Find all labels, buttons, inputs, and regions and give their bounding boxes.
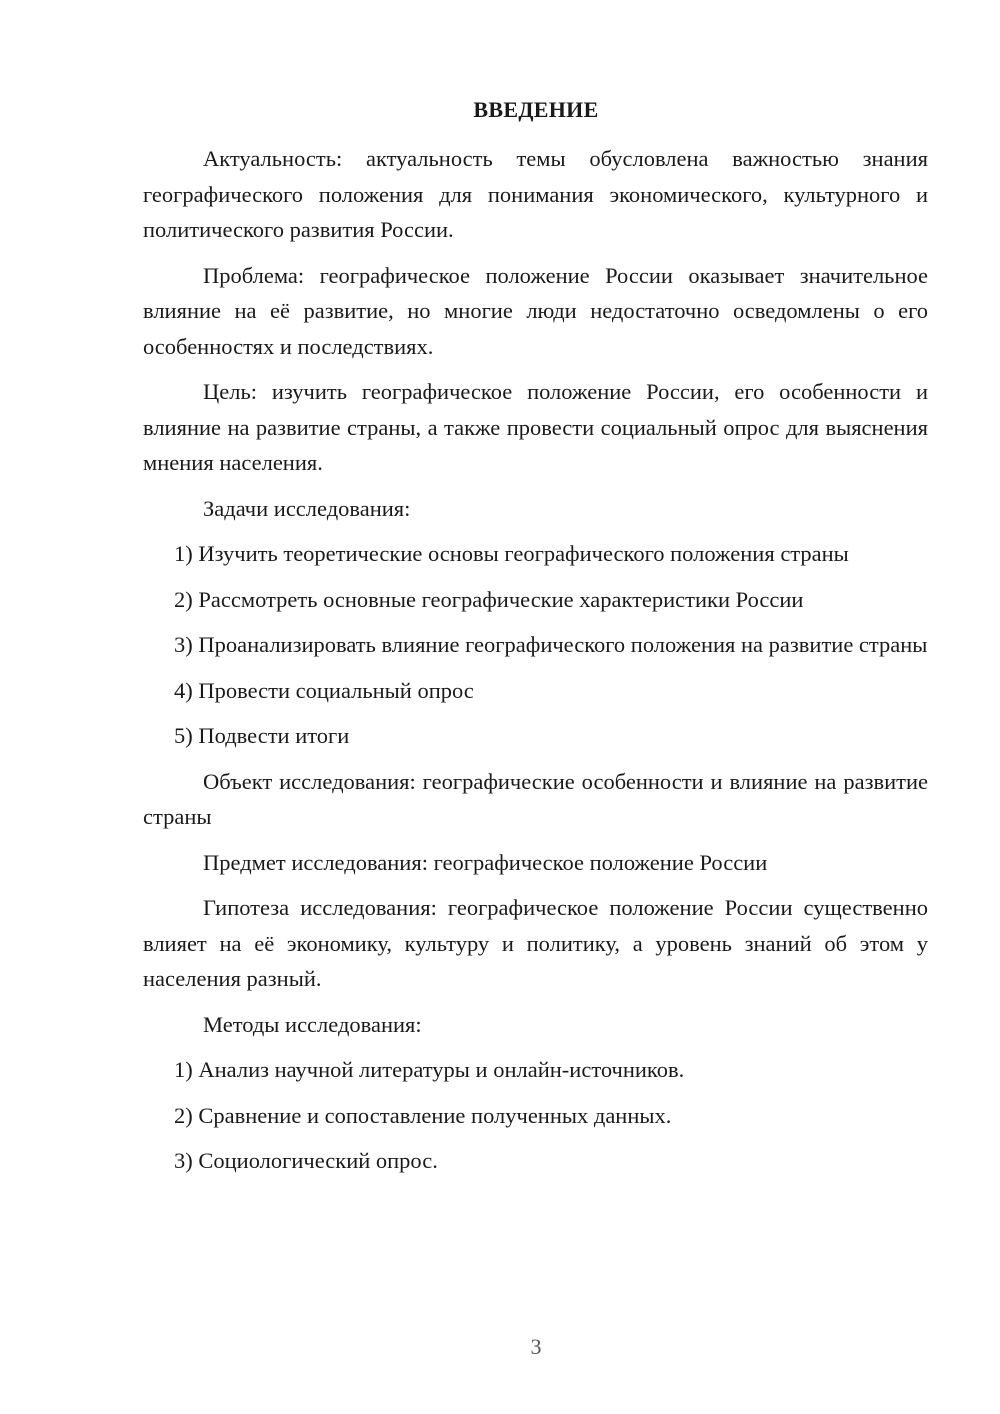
task-item: 3) Проанализировать влияние географического положения на развитие страны: [174, 632, 928, 657]
document-body: [143, 141, 928, 1189]
hypothesis-paragraph: Гипотеза исследования: географическое положение России существенно влияет на её экономику, культуру и политику, а уровень знаний об этом у населения разный.: [143, 895, 928, 991]
task-item: 2) Рассмотреть основные географические характеристики России: [174, 586, 804, 612]
methods-title: Методы исследования:: [203, 1011, 422, 1037]
method-item: 2) Сравнение и сопоставление полученных данных.: [174, 1102, 672, 1128]
task-item: 1) Изучить теоретические основы географического положения страны: [174, 541, 849, 566]
goal-paragraph: Цель: изучить географическое положение России, его особенности и влияние на развитие страны, а также провести социальный опрос для выяснения мнения населения.: [143, 379, 928, 475]
section-heading: ВВЕДЕНИЕ: [473, 97, 599, 122]
method-item: 1) Анализ научной литературы и онлайн-источников.: [174, 1057, 685, 1082]
problem-paragraph: Проблема: географическое положение России оказывает значительное влияние на её развитие, но многие люди недостаточно осведомлены о его особенностях и последствиях.: [143, 262, 928, 359]
relevance-paragraph: Актуальность: актуальность темы обусловлена важностью знания географического положения для понимания экономического, культурного и политического развития России.: [143, 146, 928, 242]
tasks-title: Задачи исследования:: [203, 495, 411, 521]
task-item: 4) Провести социальный опрос: [174, 677, 474, 703]
task-item: 5) Подвести итоги: [174, 723, 350, 748]
method-item: 3) Социологический опрос.: [174, 1148, 438, 1173]
object-paragraph: Объект исследования: географические особенности и влияние на развитие страны: [143, 768, 928, 829]
page-number: 3: [530, 1334, 542, 1359]
subject-paragraph: Предмет исследования: географическое положение России: [203, 849, 768, 875]
